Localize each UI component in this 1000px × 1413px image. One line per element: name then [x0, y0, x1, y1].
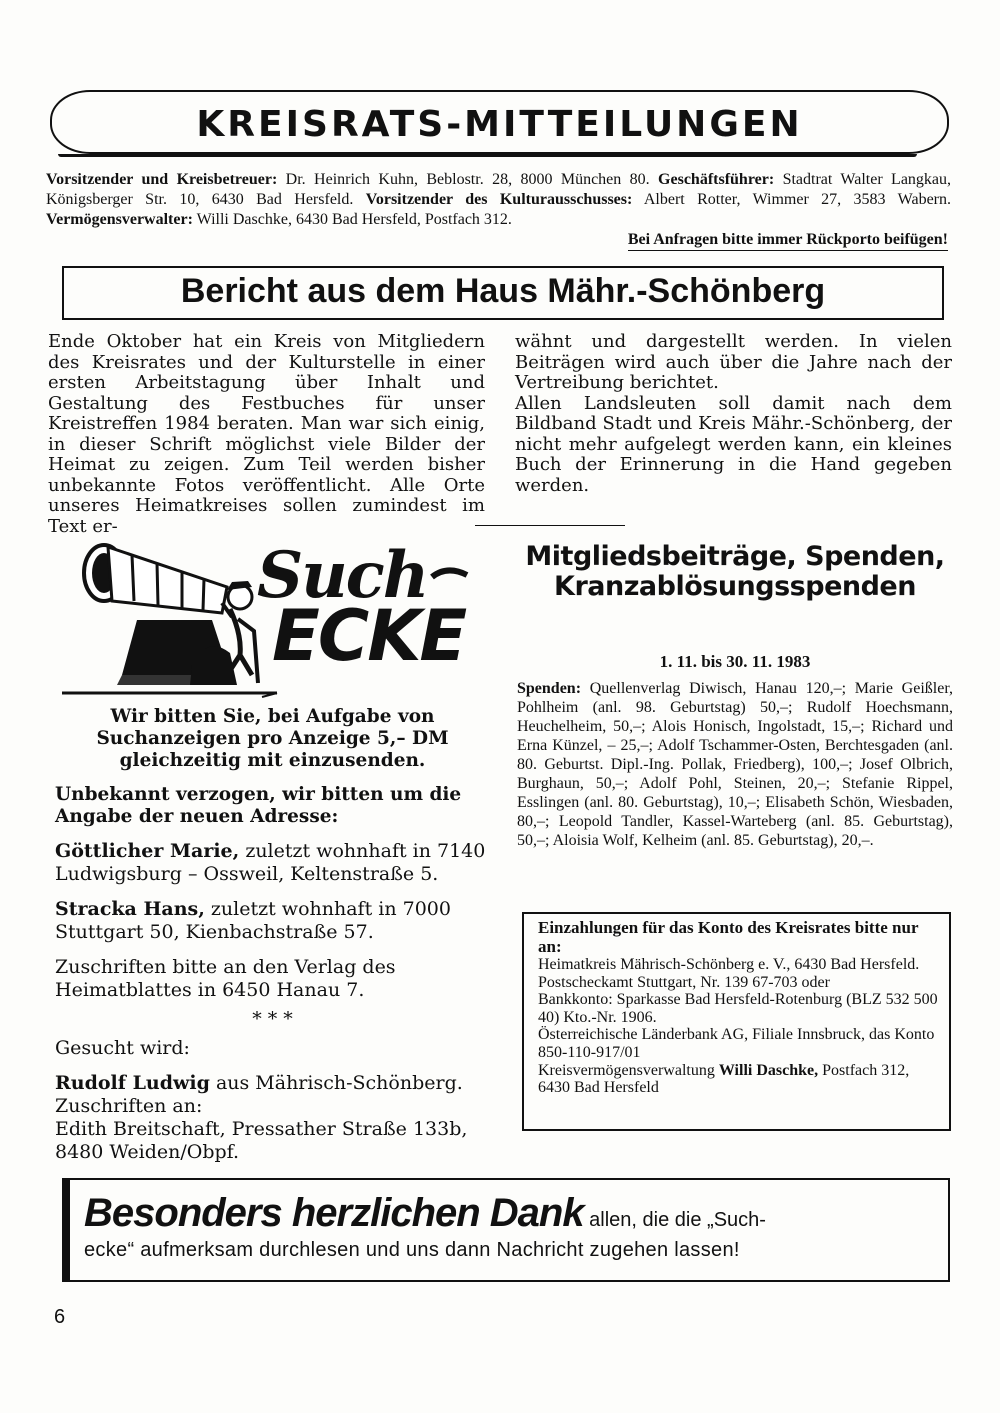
officers-info	[46, 170, 951, 230]
spenden-list	[517, 679, 953, 850]
konto-line: Bankkonto: Sparkasse Bad Hersfeld-Rotenburg (BLZ 532 500 40) Kto.-Nr. 1906.	[538, 991, 938, 1026]
letters-instruction: Zuschriften bitte an den Verlag des Heimatblattes in 6450 Hanau 7.	[55, 956, 396, 1001]
spenden-text: Quellenverlag Diwisch, Hanau 120,–; Marie Geißler, Pohlheim (anl. 98. Geburtstag) 50,–; Rudolf Hoechsmann, Heuchelheim, 50,–; Alois Honisch, Ingolstadt, 15,–; Richard und Erna Künzel, – 25,–; Adolf Tschammer-Osten, Berchtesgaden (anl. 80. Geburtst. Dipl.-Ing. Pollak, Friedberg), 100,–; Josef Olbrich, Burghaun, 50,–; Adolf Pohl, Steinen, 20,–; Stefanie Rippel, Esslingen (anl. 80. Geburtstag), 10,–; Elisabeth Schön, Wiesbaden, 80,–; Leopold Tandler, Kassel-Warteberg (anl. 85. Geburtstag), 50,–; Aloisia Wolf, Kelheim (anl. 85. Geburtstag), 20,–.	[517, 680, 953, 849]
telescope-icon	[84, 545, 227, 613]
search-entry-text: zuletzt wohnhaft in 7140 Ludwigsburg – Ossweil, Keltenstraße 5.	[55, 840, 486, 885]
chair-text: Dr. Heinrich Kuhn, Beblostr. 28, 8000 München 80.	[285, 171, 650, 188]
konto-title: Einzahlungen für das Konto des Kreisrates bitte nur an:	[538, 918, 919, 956]
spenden-label: Spenden:	[517, 680, 582, 697]
header-banner	[50, 90, 949, 154]
reply-label: Zuschriften an:	[55, 1095, 203, 1117]
bericht-title: Bericht aus dem Haus Mähr.-Schönberg	[180, 272, 826, 310]
dank-line-1	[84, 1191, 934, 1236]
search-entry-name: Göttlicher Marie,	[55, 840, 240, 862]
konto-info	[538, 918, 938, 1097]
unknown-address-heading: Unbekannt verzogen, wir bitten um die Angabe der neuen Adresse:	[55, 784, 462, 827]
bericht-left-column: Ende Oktober hat ein Kreis von Mitgliedern des Kreisrates und der Kulturstelle in einer ersten Arbeitstagung über Inhalt und Gestaltung des Festbuches für unser Kreistreffen 1984 beraten. Man war sich einig, in dieser Schrift möglichst viele Bilder der Heimat zu zeigen. Zum Teil werden bisher unbekannte Fotos veröffentlicht. Alle Orte unseres Heimatkreises sollen zumindest im Text er-	[48, 331, 485, 537]
konto-line: Postscheckamt Stuttgart, Nr. 139 67-703 oder	[538, 973, 830, 991]
manager-label: Geschäftsführer:	[658, 171, 775, 188]
chair-label: Vorsitzender und Kreisbetreuer:	[46, 171, 278, 188]
asterisk-separator: * * *	[252, 1008, 293, 1030]
search-entry-text: zuletzt wohnhaft in 7000 Stuttgart 50, Kienbachstraße 57.	[55, 898, 451, 943]
bericht-right-column	[515, 332, 952, 496]
section-divider	[475, 525, 625, 526]
konto-line-suffix: Postfach 312, 6430 Bad Hersfeld	[538, 1061, 910, 1097]
wanted-label: Gesucht wird:	[55, 1037, 190, 1059]
header-title: KREISRATS-MITTEILUNGEN	[196, 104, 803, 145]
mitglied-title	[520, 542, 950, 602]
mitglied-title-line-2: Kranzablösungsspenden	[554, 571, 916, 602]
search-entry	[55, 898, 490, 944]
wanted-name: Rudolf Ludwig	[55, 1072, 210, 1094]
logo-dash	[432, 570, 467, 577]
assets-label: Vermögensverwalter:	[46, 211, 193, 228]
bericht-right-paragraph-1: wähnt und dargestellt werden. In vielen Beiträgen wird auch über die Jahre nach der Vertreibung berichtet.	[515, 331, 952, 393]
mitglied-title-line-1: Mitgliedsbeiträge, Spenden,	[525, 541, 945, 572]
konto-line: Österreichische Länderbank AG, Filiale Innsbruck, das Konto 850-110-917/01	[538, 1026, 935, 1061]
konto-line-prefix: Kreisvermögensverwaltung	[538, 1061, 715, 1079]
reply-address: Edith Breitschaft, Pressather Straße 133b, 8480 Weiden/Obpf.	[55, 1118, 468, 1163]
such-ecke-logo	[62, 535, 492, 700]
konto-line: Heimatkreis Mährisch-Schönberg e. V., 6430 Bad Hersfeld.	[538, 956, 920, 973]
konto-line-name: Willi Daschke,	[718, 1061, 819, 1079]
culture-text: Albert Rotter, Wimmer 27, 3583 Wabern.	[643, 191, 952, 208]
such-notice: Wir bitten Sie, bei Aufgabe von Suchanzeigen pro Anzeige 5,– DM gleichzeitig mit einzusenden.	[96, 706, 449, 771]
return-postage-note: Bei Anfragen bitte immer Rückporto beifügen!	[628, 231, 948, 251]
dank-headline: Besonders herzlichen Dank	[84, 1191, 584, 1235]
wanted-text: aus Mährisch-Schönberg.	[215, 1072, 463, 1094]
dank-line-1-rest: allen, die die „Such-	[589, 1209, 766, 1231]
logo-word-ecke: ECKE	[272, 595, 466, 677]
search-entry-name: Stracka Hans,	[55, 898, 205, 920]
search-entry	[55, 840, 490, 886]
culture-label: Vorsitzender des Kulturausschusses:	[365, 191, 633, 208]
mitglied-date-range: 1. 11. bis 30. 11. 1983	[659, 652, 811, 671]
dank-line-2: ecke“ aufmerksam durchlesen und uns dann Nachricht zugehen lassen!	[84, 1239, 740, 1261]
bericht-heading-box	[62, 266, 944, 320]
konto-line	[538, 1062, 938, 1097]
such-ecke-column	[55, 706, 490, 1164]
bericht-right-paragraph-2: Allen Landsleuten soll damit nach dem Bildband Stadt und Kreis Mähr.-Schönberg, der nicht mehr aufgelegt werden kann, ein kleines Buch der Erinnerung in die Hand gegeben werden.	[515, 392, 952, 496]
wanted-entry	[55, 1072, 490, 1095]
page-number: 6	[54, 1306, 66, 1328]
assets-text: Willi Daschke, 6430 Bad Hersfeld, Postfach 312.	[196, 211, 512, 228]
logo-word-such: Such	[257, 538, 428, 613]
manager-text: Stadtrat Walter Langkau, Königsberger Str. 10, 6430 Bad Hersfeld.	[46, 171, 952, 208]
